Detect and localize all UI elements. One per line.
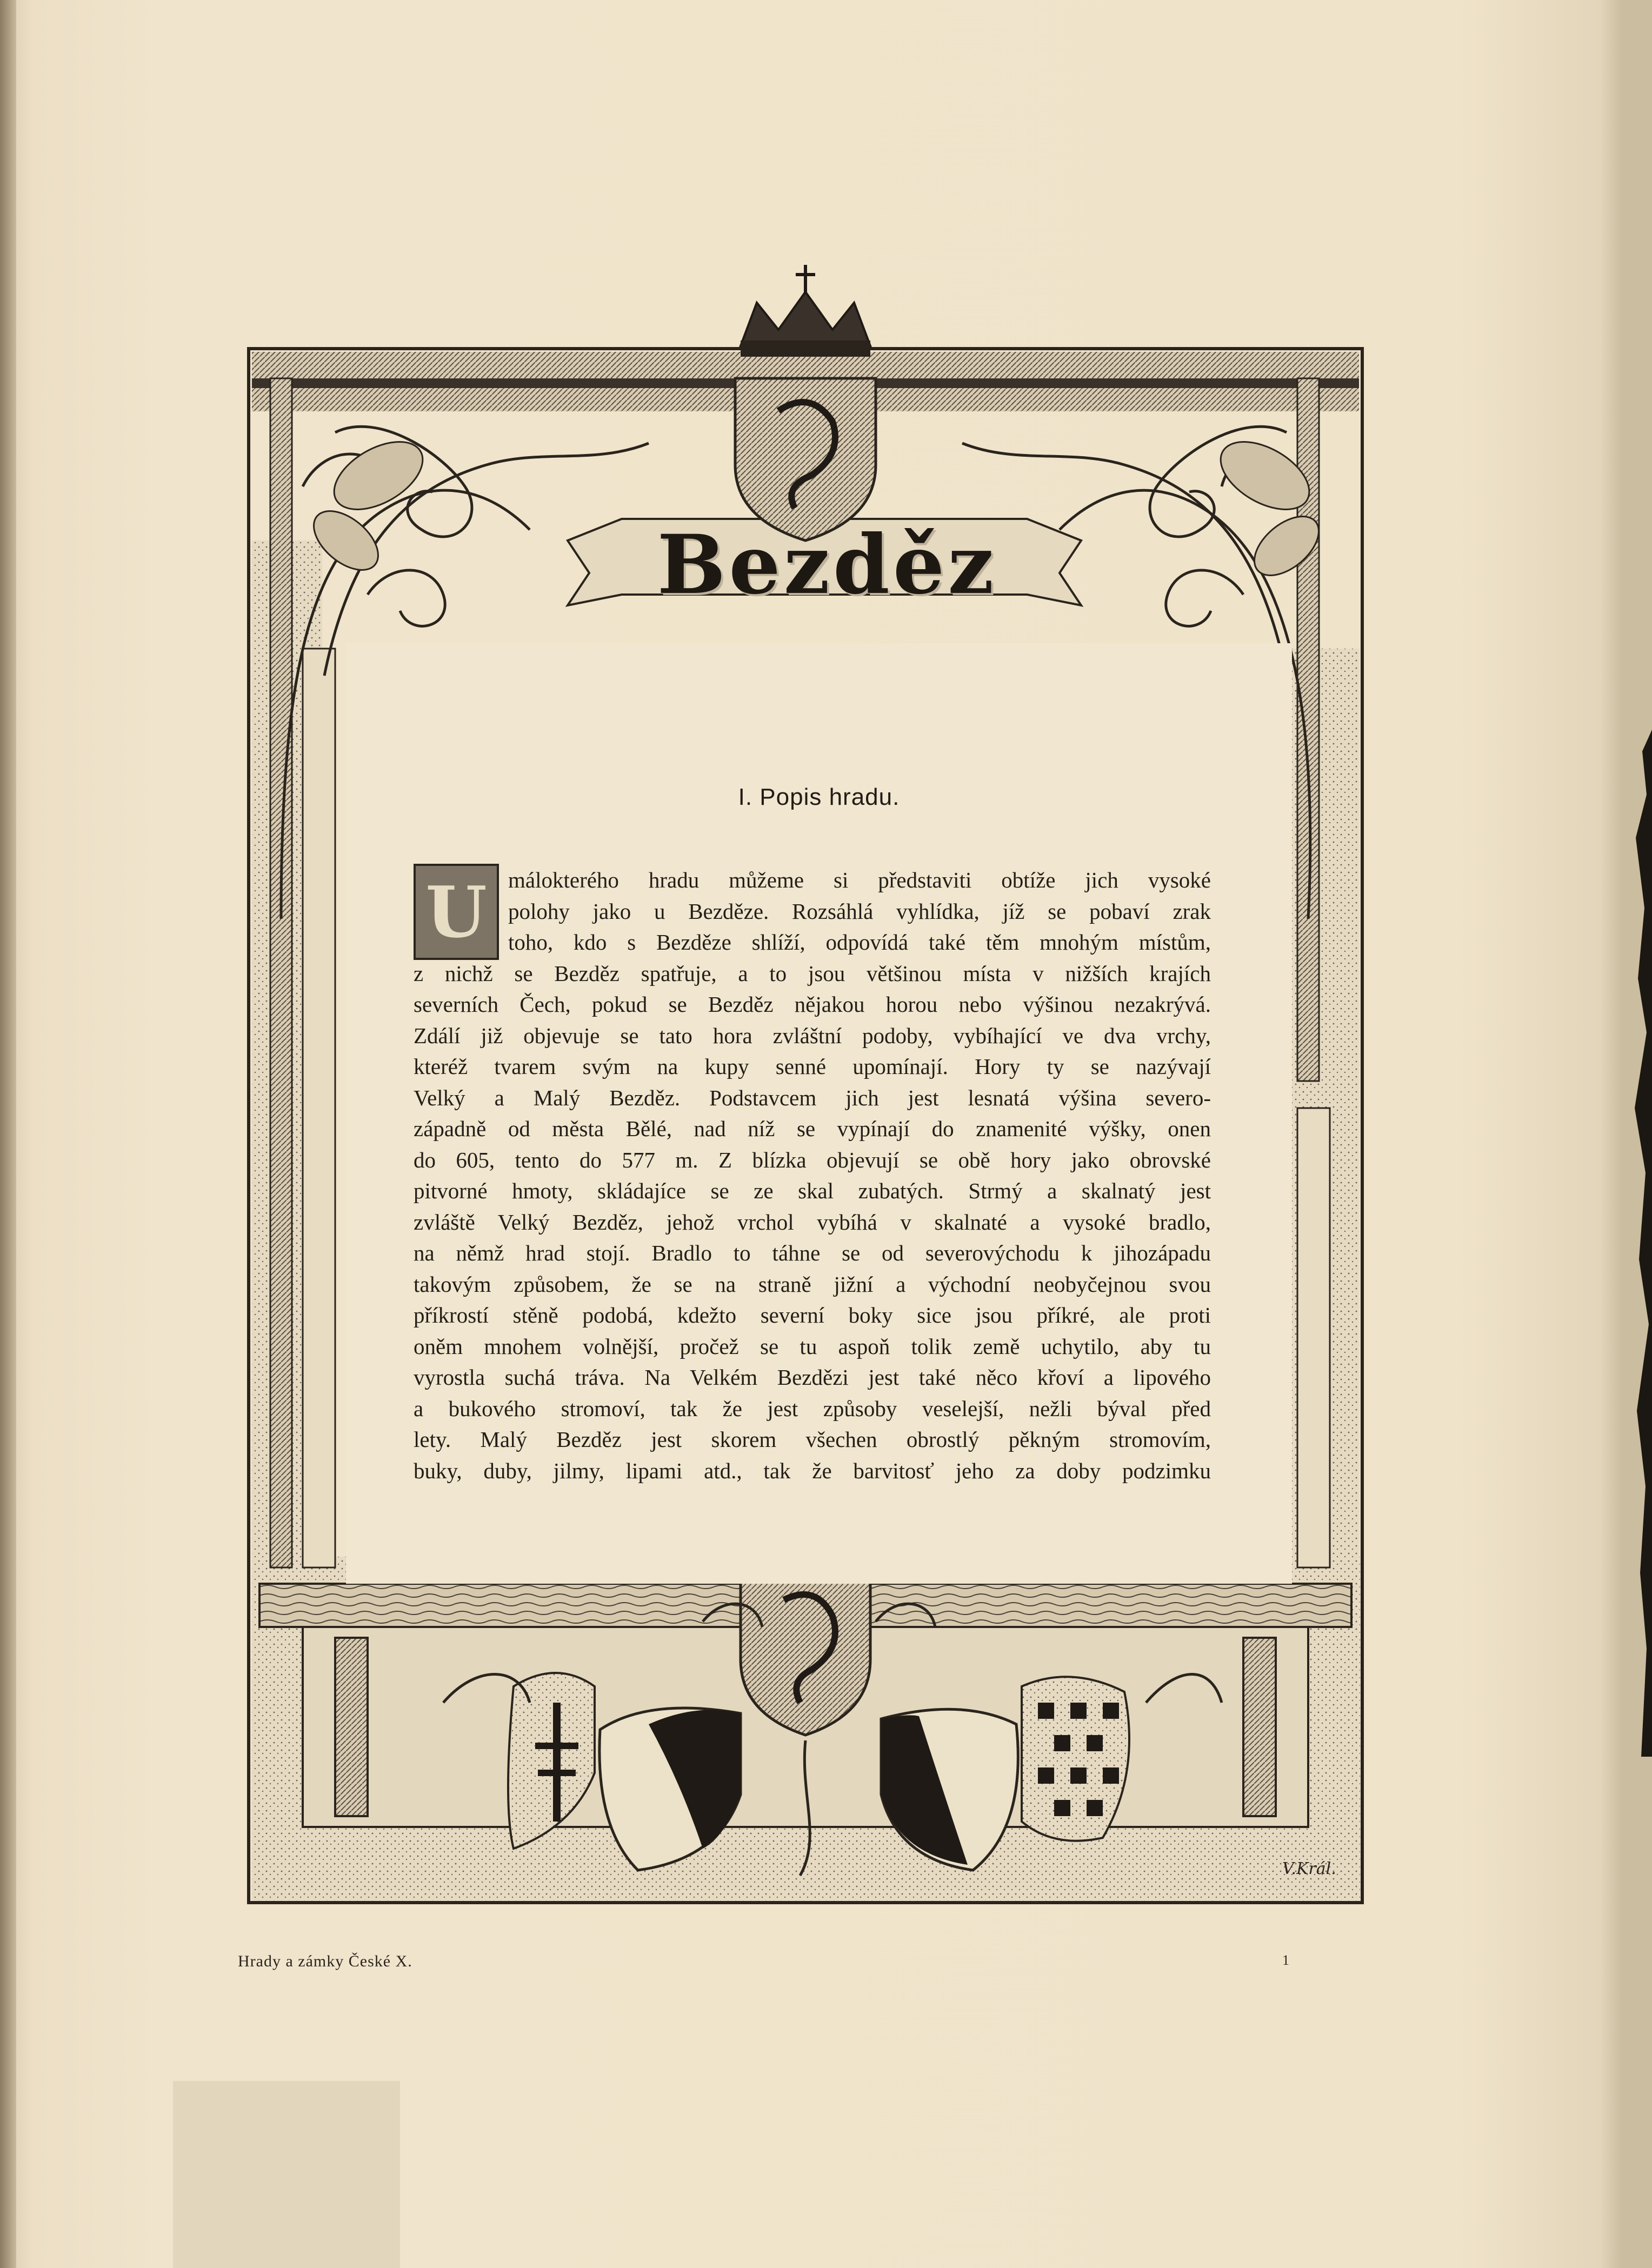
text-line: zvláště Velký Bezděz, jehož vrchol vybíhá v skalnaté a vysoké bradlo, <box>414 1209 1211 1235</box>
text-line: pitvorné hmoty, skládajíce se ze skal zubatých. Strmý a skalnatý jest <box>414 1178 1211 1203</box>
text-line: Velký a Malý Bezděz. Podstavcem jich jest lesnatá výšina severo- <box>414 1085 1211 1110</box>
footer-publication-title: Hrady a zámky České X. <box>238 1952 412 1970</box>
text-line: takovým způsobem, že se na straně jižní a východní neobyčejnou svou <box>414 1271 1211 1297</box>
engraver-signature: V.Král. <box>1282 1859 1336 1878</box>
text-line: vyrostla suchá tráva. Na Velkém Bezdězi jest také něco křoví a lipového <box>414 1365 1211 1390</box>
text-line: severních Čech, pokud se Bezděz nějakou horou nebo výšinou nezakrývá. <box>414 992 1211 1017</box>
text-line: oněm mnohem volnější, pročež se tu aspoň tolik země uchytilo, aby tu <box>414 1333 1211 1359</box>
text-line: z nichž se Bezděz spatřuje, a to jsou většinou místa v nižších krajích <box>414 960 1211 986</box>
text-line: lety. Malý Bezděz jest skorem všechen obrostlý pěkným stromovím, <box>414 1427 1211 1452</box>
text-line: toho, kdo s Bezděze shlíží, odpovídá také těm mnohým místům, <box>508 930 1211 955</box>
footer-signature-mark: 1 <box>1282 1952 1289 1968</box>
text-line: západně od města Bělé, nad níž se vypínají do znamenité výšky, onen <box>414 1116 1211 1141</box>
text-line: do 605, tento do 577 m. Z blízka objevují se obě hory jako obrovské <box>414 1147 1211 1172</box>
dropcap-initial: U <box>414 864 499 960</box>
text-line: příkrostí stěně podobá, kdežto severní boky sice jsou příkré, ale proti <box>414 1303 1211 1328</box>
body-paragraph <box>414 865 1211 1486</box>
text-line: na němž hrad stojí. Bradlo to táhne se od severovýchodu k jihozápadu <box>414 1240 1211 1265</box>
banner-title: Bezděz <box>657 517 997 612</box>
text-line: polohy jako u Bezděze. Rozsáhlá vyhlídka, jíž se pobaví zrak <box>508 898 1211 924</box>
chapter-heading: I. Popis hradu. <box>738 784 900 810</box>
text-line: kteréž tvarem svým na kupy senné upomínají. Hory ty se nazývají <box>414 1054 1211 1079</box>
text-line: málokterého hradu můžeme si představiti obtíže jich vysoké <box>508 868 1211 892</box>
text-line: a bukového stromoví, tak že jest způsoby veselejší, nežli býval před <box>414 1396 1211 1421</box>
text-line: buky, duby, jilmy, lipami atd., tak že barvitosť jeho za doby podzimku <box>414 1458 1211 1483</box>
text-line: Zdálí již objevuje se tato hora zvláštní podoby, vybíhající ve dva vrchy, <box>414 1023 1211 1048</box>
